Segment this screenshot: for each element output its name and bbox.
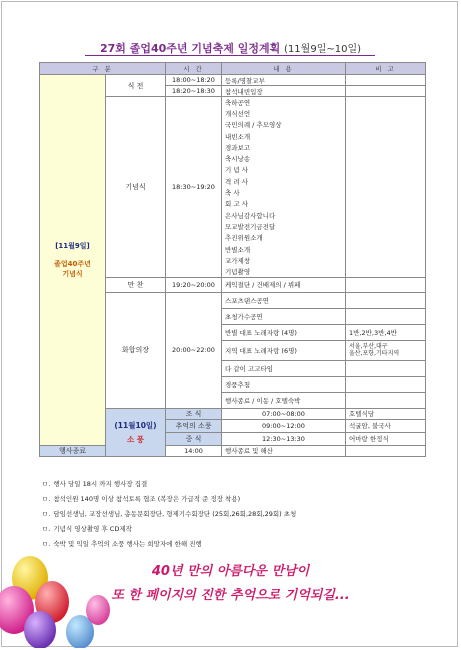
day2-category: 행사종료 xyxy=(40,445,106,456)
note-cell xyxy=(346,292,426,308)
ceremony-item: 내빈소개 xyxy=(222,130,346,141)
note-cell xyxy=(346,75,426,86)
time-cell: 14:00 xyxy=(166,445,222,456)
note-line: 울산,포항,기타지역 xyxy=(349,350,400,358)
header-time: 시 간 xyxy=(166,63,222,75)
ceremony-item: 추진위원소개 xyxy=(222,232,346,243)
day2-place: 소 풍 xyxy=(126,434,145,444)
day2-category: 중 식 xyxy=(166,432,222,445)
header-category: 구 분 xyxy=(40,63,166,75)
content-cell: 석굴암, 불국사 xyxy=(346,419,426,432)
day1-name-line1: 졸업40주년 xyxy=(54,259,91,268)
note-text: 행사 당일 18시 까지 행사장 집결 xyxy=(53,480,148,488)
page-title xyxy=(0,40,461,56)
party-content: 경품추첨 xyxy=(222,376,346,392)
checkin-label: 식 전 xyxy=(106,75,166,97)
content-cell: 호텔식당 xyxy=(346,408,426,419)
day2-date: (11월10일) xyxy=(114,420,157,430)
note-cell xyxy=(346,86,426,97)
party-content: 지역 대표 노래자랑 (6명) xyxy=(222,340,346,360)
note-text: 참석인원 140명 이상 참석토록 협조 (복장은 가급적 준 정장 착용) xyxy=(53,495,241,503)
content-cell: 참석내빈입장 xyxy=(222,86,346,97)
header-row xyxy=(40,63,426,75)
content-cell: 행사종료 및 해산 xyxy=(222,445,346,456)
content-cell: 등록/명찰교부 xyxy=(222,75,346,86)
note-mark: ㅁ. xyxy=(42,495,51,503)
note-cell xyxy=(346,360,426,376)
ceremony-item: 축시낭송 xyxy=(222,153,346,164)
note-item xyxy=(42,507,296,522)
title-underline xyxy=(85,55,375,56)
ceremony-item: 회 고 사 xyxy=(222,198,346,209)
note-item xyxy=(42,522,296,537)
party-content: 반별 대표 노래자랑 (4명) xyxy=(222,324,346,340)
time-cell: 12:30~13:30 xyxy=(222,432,346,445)
ceremony-item: 경과보고 xyxy=(222,142,346,153)
dinner-content: 케익절단 / 건배제의 / 뷔페 xyxy=(222,277,346,292)
ceremony-item: 국민의례 / 추모영상 xyxy=(222,119,346,130)
time-cell: 07:00~08:00 xyxy=(222,408,346,419)
party-content: 행사종료 / 이동 / 호텔숙박 xyxy=(222,392,346,408)
party-content: 스포츠댄스공연 xyxy=(222,292,346,308)
note-mark: ㅁ. xyxy=(42,510,51,518)
note-cell xyxy=(346,277,426,292)
ceremony-item: 기념촬영 xyxy=(222,266,346,277)
header-note: 비 고 xyxy=(346,63,426,75)
party-content: 초청가수공연 xyxy=(222,308,346,324)
note-cell xyxy=(346,308,426,324)
ceremony-item: 은사님감사합니다 xyxy=(222,209,346,220)
note-line: 서울,부산,대구 xyxy=(349,343,388,351)
day2-category: 조 식 xyxy=(166,408,222,419)
note-mark: ㅁ. xyxy=(42,540,51,548)
day2-category: 추억의 소풍 xyxy=(166,419,222,432)
ceremony-item: 반별소개 xyxy=(222,243,346,254)
party-content: 다 같이 고고타임 xyxy=(222,360,346,376)
content-cell: 어마랑 한정식 xyxy=(346,432,426,445)
balloon-shape xyxy=(24,611,56,648)
note-item xyxy=(42,492,296,507)
day1-name-line2: 기념식 xyxy=(62,269,83,278)
dinner-time: 19:20~20:00 xyxy=(166,277,222,292)
day1-cell xyxy=(40,75,106,446)
party-label: 화합의장 xyxy=(106,292,166,408)
day1-date: [11월9일] xyxy=(55,241,90,250)
time-cell: 09:00~12:00 xyxy=(222,419,346,432)
table-row xyxy=(40,445,426,456)
ceremony-item: 축 사 xyxy=(222,187,346,198)
ceremony-item: 모교발전기금전달 xyxy=(222,221,346,232)
ceremony-item: 교가제창 xyxy=(222,255,346,266)
schedule-table xyxy=(39,62,426,457)
note-cell xyxy=(346,340,426,360)
ceremony-item: 격 려 사 xyxy=(222,176,346,187)
note-cell: 1반,2반,3반,4반 xyxy=(346,324,426,340)
note-text: 숙박 및 익일 추억의 소풍 행사는 희망자에 한해 진행 xyxy=(53,540,202,548)
time-cell: 18:00~18:20 xyxy=(166,75,222,86)
day2-cell xyxy=(106,408,166,456)
note-item xyxy=(42,477,296,492)
note-mark: ㅁ. xyxy=(42,480,51,488)
ceremony-item: 기 념 사 xyxy=(222,164,346,175)
footer-line2: 또 한 페이지의 진한 추억으로 기억되길... xyxy=(111,588,350,603)
note-cell xyxy=(346,97,426,278)
ceremony-time: 18:30~19:20 xyxy=(166,97,222,278)
note-mark: ㅁ. xyxy=(42,525,51,533)
note-text: 담임선생님, 교장선생님, 총동문회장단, 형제기수회장단 (25회,26회,28회,29회) 초청 xyxy=(53,510,297,518)
ceremony-item: 개식선언 xyxy=(222,108,346,119)
note-cell xyxy=(346,376,426,392)
dinner-label: 만 찬 xyxy=(106,277,166,292)
title-dates: (11월9일~10일) xyxy=(284,44,362,55)
time-cell: 18:20~18:30 xyxy=(166,86,222,97)
title-main: 27회 졸업40주년 기념축제 일정계획 xyxy=(99,42,281,55)
party-time: 20:00~22:00 xyxy=(166,292,222,408)
ceremony-item: 축하공연 xyxy=(222,97,346,108)
header-content: 내 용 xyxy=(222,63,346,75)
table-row xyxy=(40,75,426,86)
note-cell xyxy=(346,392,426,408)
ceremony-label: 기념식 xyxy=(106,97,166,278)
note-text: 기념식 영상촬영 후 CD제작 xyxy=(53,525,132,533)
footer-line1: 40년 만의 아름다운 만남이 xyxy=(151,564,310,579)
note-cell xyxy=(346,445,426,456)
